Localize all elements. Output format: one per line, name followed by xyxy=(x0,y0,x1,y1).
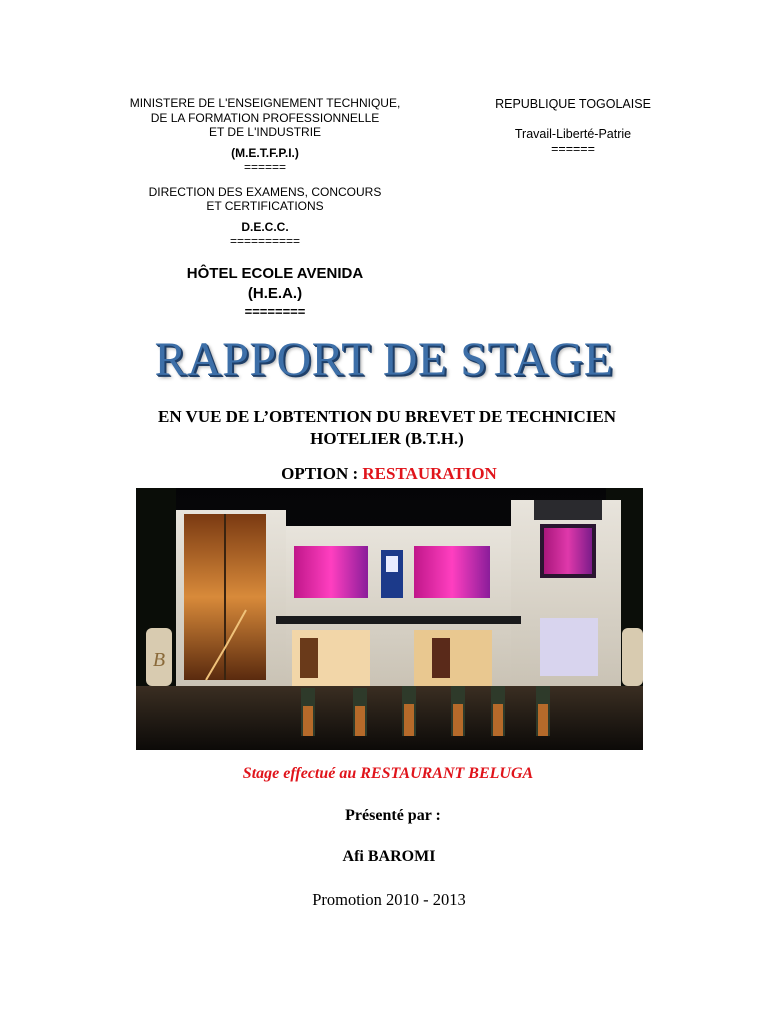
option-line xyxy=(0,464,768,484)
promotion-years: Promotion 2010 - 2013 xyxy=(312,890,466,909)
separator-1: ====== xyxy=(243,160,287,174)
ministry-line-1: MINISTERE DE L'ENSEIGNEMENT TECHNIQUE, xyxy=(129,96,401,110)
restaurant-building-image xyxy=(136,488,643,750)
direction-line-1: DIRECTION DES EXAMENS, CONCOURS xyxy=(148,184,382,199)
republic-name: REPUBLIQUE TOGOLAISE xyxy=(495,97,651,111)
hotel-block xyxy=(150,264,400,319)
subtitle-line-1: EN VUE DE L’OBTENTION DU BREVET DE TECHNICIEN xyxy=(157,407,617,426)
option-value: RESTAURATION xyxy=(362,464,497,483)
hotel-name: HÔTEL ECOLE AVENIDA xyxy=(186,265,364,282)
report-subtitle xyxy=(120,406,654,450)
presented-by-label: Présenté par : xyxy=(345,807,441,824)
direction-line-2: ET CERTIFICATIONS xyxy=(206,199,324,213)
ministry-line-3: ET DE L'INDUSTRIE xyxy=(208,125,322,139)
republic-header xyxy=(470,97,676,157)
direction-abbreviation: D.E.C.C. xyxy=(241,219,289,234)
republic-separator: ====== xyxy=(551,142,595,156)
option-label: OPTION : xyxy=(281,464,363,483)
restaurant-photo xyxy=(136,488,643,750)
republic-motto: Travail-Liberté-Patrie xyxy=(514,127,632,141)
report-title: RAPPORT DE STAGE xyxy=(154,333,614,386)
hotel-abbreviation: (H.E.A.) xyxy=(247,285,303,302)
ministry-abbreviation: (M.E.T.F.P.I.) xyxy=(231,145,299,160)
separator-2: ========== xyxy=(229,234,301,248)
subtitle-line-2: HOTELIER (B.T.H.) xyxy=(310,429,464,448)
ministry-header xyxy=(110,96,420,249)
author-name: Afi BAROMI xyxy=(342,848,436,865)
internship-location: Stage effectué au RESTAURANT BELUGA xyxy=(242,765,534,782)
hotel-separator: ======== xyxy=(244,304,306,319)
svg-text:B: B xyxy=(152,649,166,671)
ministry-line-2: DE LA FORMATION PROFESSIONNELLE xyxy=(150,110,380,125)
